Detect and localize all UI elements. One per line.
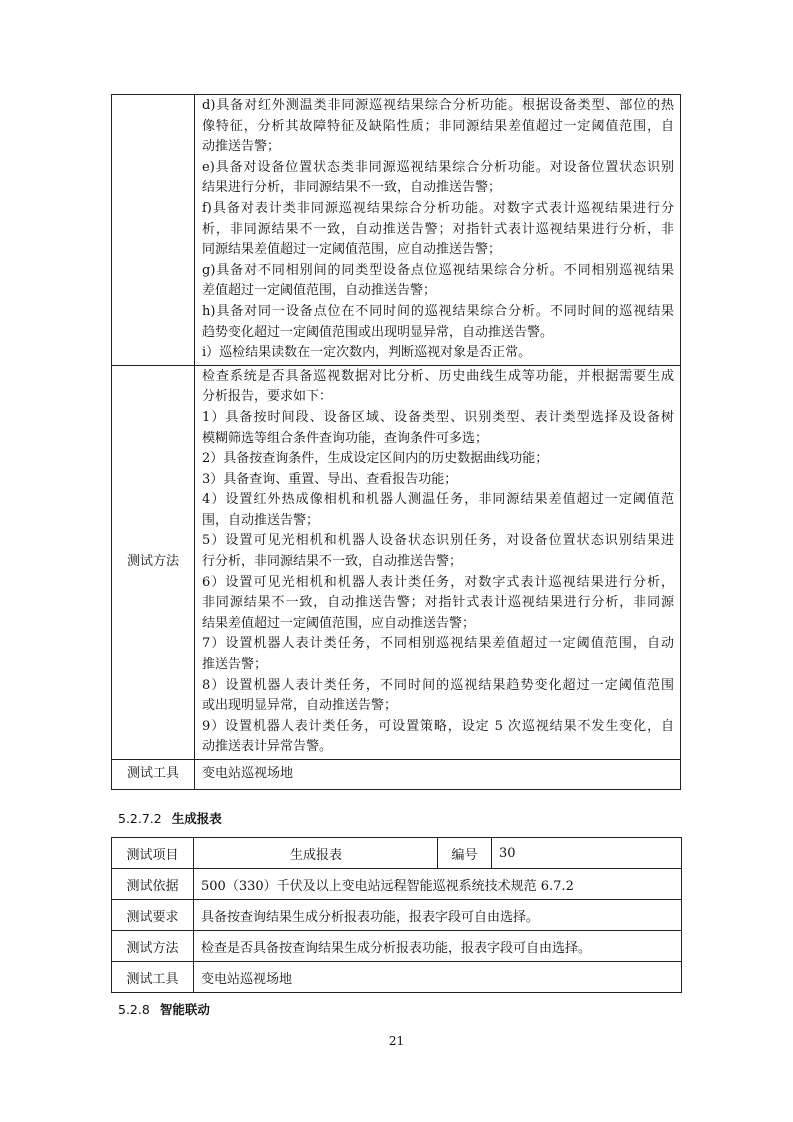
text-line: g)具备对不同相别间的同类型设备点位巡视结果综合分析。不同相别巡视结果: [202, 262, 674, 278]
test-item-label: 测试项目: [112, 838, 194, 869]
test-table-analysis: [111, 94, 681, 790]
test-tool-value: [195, 760, 681, 790]
text-line: 析，非同源结果不一致，自动推送告警；对指针式表计巡视结果进行分析，非: [202, 221, 674, 237]
text-line: 检查系统是否具备巡视数据对比分析、历史曲线生成等功能，并根据需要生成: [202, 368, 674, 384]
text-line: 或出现明显异常，自动推送告警；: [202, 698, 398, 714]
test-table-report: [111, 837, 682, 993]
table-row: [112, 95, 681, 366]
text-line: 6）设置可见光相机和机器人表计类任务，对数字式表计巡视结果进行分析，: [202, 574, 674, 590]
text-line: 4）设置红外热成像相机和机器人测温任务，非同源结果差值超过一定阈值范: [202, 492, 674, 508]
section-heading-5-2-7-2: [118, 809, 222, 827]
test-tool-label: 测试工具: [112, 962, 194, 993]
page-number: 21: [388, 1034, 405, 1048]
text-line: 7）设置机器人表计类任务，不同相别巡视结果差值超过一定阈值范围，自动: [202, 636, 674, 652]
section-title: 智能联动: [159, 1002, 210, 1017]
test-tool-value: 变电站巡视场地: [194, 962, 682, 993]
table-row: [112, 869, 682, 900]
text-line: 5）设置可见光相机和机器人设备状态识别任务，对设备位置状态识别结果进: [202, 533, 674, 549]
text-line: 结果差值超过一定阈值范围，应自动推送告警；: [202, 615, 476, 631]
table-row: [112, 838, 682, 869]
test-method-label: 测试方法: [112, 365, 195, 759]
test-method-cell: [195, 365, 681, 759]
section-title: 生成报表: [171, 811, 222, 826]
text-line: d)具备对红外测温类非同源巡视结果综合分析功能。根据设备类型、部位的热: [202, 98, 674, 113]
table-cell-empty-label: [112, 95, 195, 366]
text-line: 动推送告警；: [202, 139, 281, 155]
text-line: 分析报告，要求如下：: [202, 389, 333, 405]
text-line: 像特征，分析其故障特征及缺陷性质；非同源结果差值超过一定阈值范围，自: [202, 118, 674, 134]
table-row: [112, 931, 682, 962]
table-row: [112, 900, 682, 931]
text-line: 8）设置机器人表计类任务，不同时间的巡视结果趋势变化超过一定阈值范围: [202, 677, 674, 693]
text-line: 行分析，非同源结果不一致，自动推送告警；: [202, 554, 463, 570]
test-basis-value: 500（330）千伏及以上变电站远程智能巡视系统技术规范 6.7.2: [194, 869, 682, 900]
text-line: 变电站巡视场地: [202, 766, 294, 782]
id-value: 30: [492, 838, 682, 869]
table-row: [112, 760, 681, 790]
test-requirement-label: 测试要求: [112, 900, 194, 931]
text-line: i）巡检结果读数在一定次数内，判断巡视对象是否正常。: [202, 345, 532, 361]
text-line: f)具备对表计类非同源巡视结果综合分析功能。对数字式表计巡视结果进行分: [202, 200, 674, 216]
text-line: 2）具备按查询条件，生成设定区间内的历史数据曲线功能；: [202, 451, 549, 467]
section-number: 5.2.7.2: [118, 811, 162, 826]
text-line: 结果进行分析，非同源结果不一致，自动推送告警；: [202, 180, 502, 196]
text-line: 同源结果差值超过一定阈值范围，应自动推送告警；: [202, 242, 502, 258]
text-line: 推送告警；: [202, 657, 268, 673]
test-method-label: 测试方法: [112, 931, 194, 962]
text-line: e)具备对设备位置状态类非同源巡视结果综合分析功能。对设备位置状态识别: [202, 159, 674, 175]
text-line: h)具备对同一设备点位在不同时间的巡视结果综合分析。不同时间的巡视结果: [202, 303, 674, 319]
table-row: [112, 365, 681, 759]
text-line: 非同源结果不一致，自动推送告警；对指针式表计巡视结果进行分析，非同源: [202, 595, 674, 611]
text-line: 动推送表计异常告警。: [202, 739, 333, 755]
test-item-value: 生成报表: [194, 838, 438, 869]
text-line: 3）具备查询、重置、导出、查看报告功能；: [202, 471, 458, 487]
test-basis-label: 测试依据: [112, 869, 194, 900]
id-label: 编号: [438, 838, 492, 869]
text-line: 差值超过一定阈值范围，自动推送告警；: [202, 283, 437, 299]
table-row: [112, 962, 682, 993]
continued-requirements-cell: [195, 95, 681, 366]
text-line: 模糊筛选等组合条件查询功能，查询条件可多选；: [202, 430, 489, 446]
text-line: 围，自动推送告警；: [202, 512, 320, 528]
test-tool-label: 测试工具: [112, 760, 195, 790]
text-line: 趋势变化超过一定阈值范围或出现明显异常，自动推送告警。: [202, 324, 554, 340]
test-method-value: 检查是否具备按查询结果生成分析报表功能，报表字段可自由选择。: [194, 931, 682, 962]
text-line: 9）设置机器人表计类任务，可设置策略，设定 5 次巡视结果不发生变化，自: [202, 718, 674, 734]
section-heading-5-2-8: [118, 1000, 210, 1018]
section-number: 5.2.8: [118, 1002, 150, 1017]
test-requirement-value: 具备按查询结果生成分析报表功能，报表字段可自由选择。: [194, 900, 682, 931]
text-line: 1）具备按时间段、设备区域、设备类型、识别类型、表计类型选择及设备树: [202, 409, 674, 425]
